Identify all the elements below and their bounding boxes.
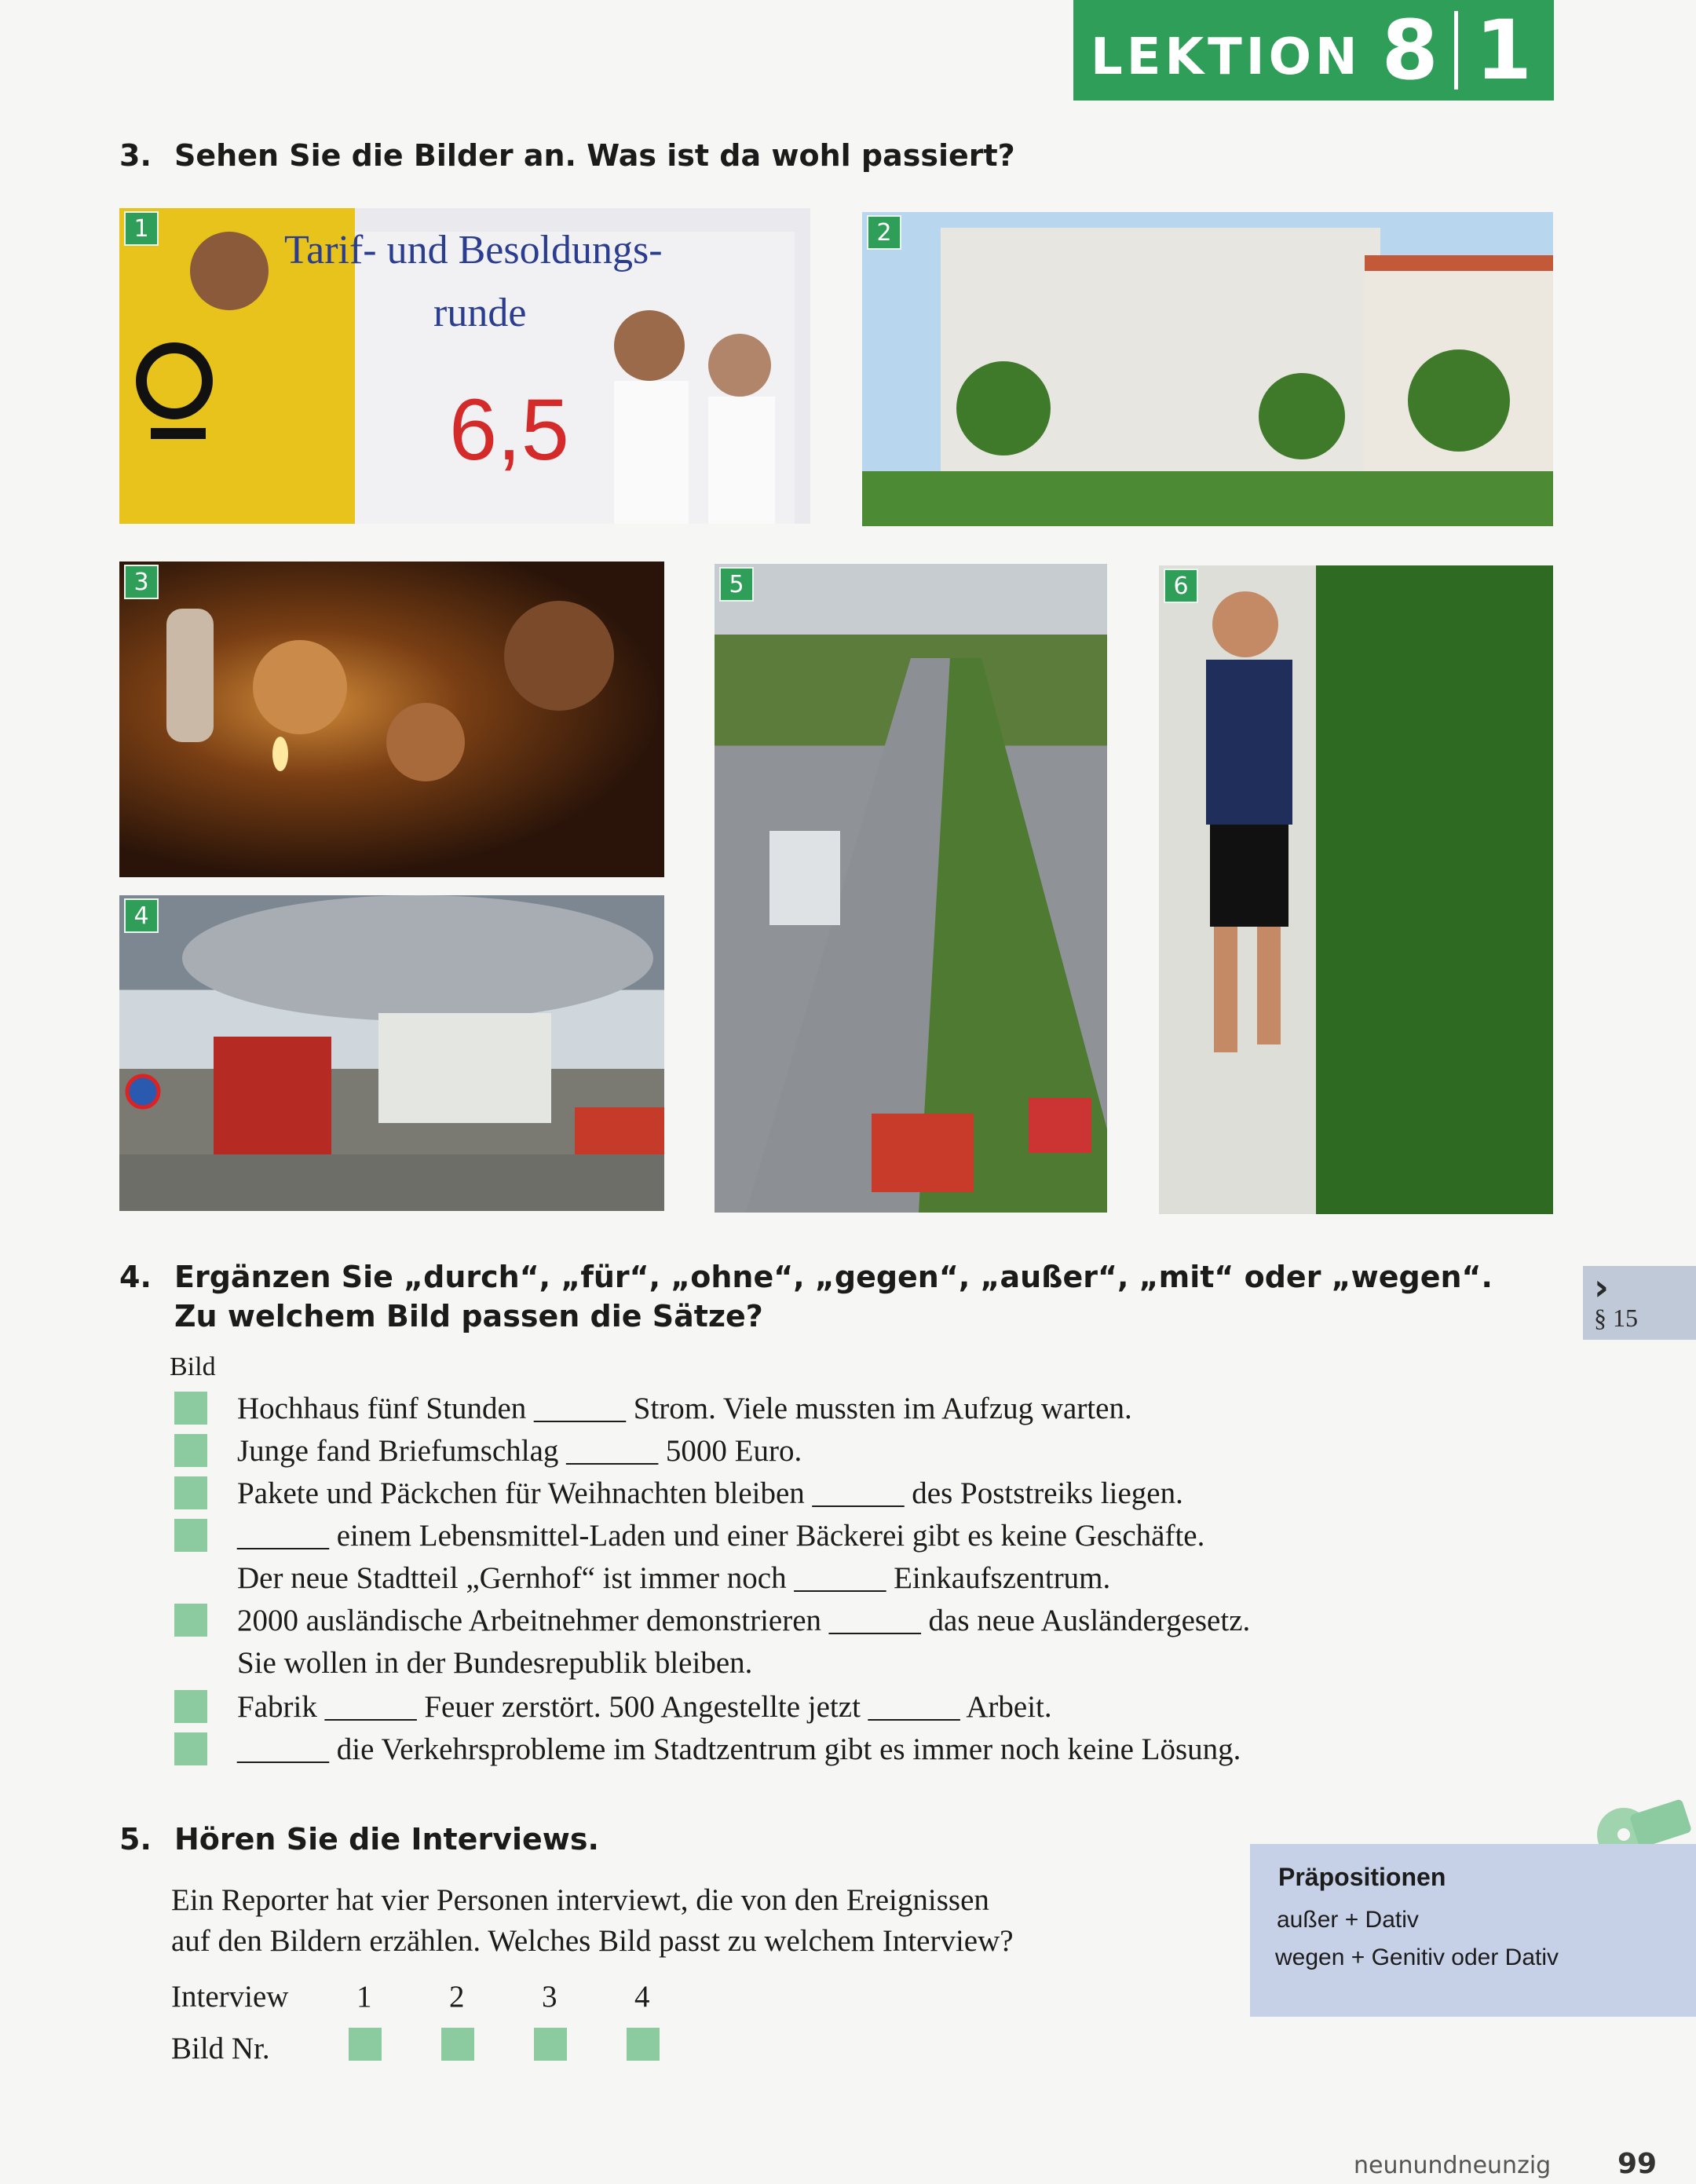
interview-number: 4	[634, 1980, 650, 2014]
exercise-3-heading	[119, 138, 1015, 173]
page-number: 99	[1617, 2148, 1658, 2180]
sentence-row	[174, 1688, 1052, 1725]
photo-2-tag: 2	[867, 215, 901, 250]
sentence-text: Pakete und Päckchen für Weihnachten bleiben ______ des Poststreiks liegen.	[237, 1476, 1183, 1510]
sentence-text: ______ die Verkehrsprobleme im Stadtzentrum gibt es immer noch keine Lösung.	[237, 1732, 1241, 1766]
photo-3-candle	[119, 562, 664, 877]
banner-text-2: runde	[433, 291, 527, 335]
exercise-5-number: 5.	[119, 1822, 152, 1857]
prepositions-line-2: wegen + Genitiv oder Dativ	[1275, 1944, 1559, 1970]
photo-6-illustration	[1159, 565, 1553, 1214]
sentence-row	[174, 1432, 802, 1469]
answer-box[interactable]	[174, 1732, 207, 1765]
photo-3-tag: 3	[124, 565, 159, 599]
photo-4-illustration	[119, 895, 664, 1211]
exercise-5-heading	[119, 1822, 599, 1857]
bild-column-label: Bild	[170, 1352, 216, 1381]
banner-text-1: Tarif- und Besoldungs-	[284, 228, 663, 273]
sentence-row	[174, 1390, 1132, 1426]
badge-divider	[1454, 11, 1458, 90]
bild-nr-box-3[interactable]	[534, 2028, 567, 2061]
exercise-3-number: 3.	[119, 138, 152, 173]
interview-label: Interview	[171, 1980, 289, 2014]
photo-5-traffic	[715, 564, 1107, 1213]
prepositions-line-1: außer + Dativ	[1277, 1907, 1419, 1933]
answer-box[interactable]	[174, 1690, 207, 1723]
exercise-3-instruction: Sehen Sie die Bilder an. Was ist da wohl passiert?	[174, 138, 1015, 173]
sentence-row	[174, 1475, 1183, 1511]
sentence-text: Hochhaus fünf Stunden ______ Strom. Viele mussten im Aufzug warten.	[237, 1391, 1132, 1425]
bild-nr-box-1[interactable]	[349, 2028, 382, 2061]
empty-box-slot	[174, 1646, 207, 1679]
exercise-4-instruction-2: Zu welchem Bild passen die Sätze?	[174, 1299, 763, 1333]
photo-5-tag: 5	[719, 567, 754, 602]
bild-nr-box-4[interactable]	[627, 2028, 660, 2061]
interview-number: 1	[356, 1980, 372, 2014]
photo-5-illustration	[715, 564, 1107, 1213]
sentence-row	[174, 1644, 752, 1681]
lektion-badge	[1073, 0, 1554, 101]
banner-text-3: 6,5	[449, 382, 569, 478]
photo-3-illustration	[119, 562, 664, 877]
exercise-4-instruction-1: Ergänzen Sie „durch“, „für“, „ohne“, „gegen“, „außer“, „mit“ oder „wegen“.	[174, 1260, 1493, 1294]
photo-1-illustration	[119, 208, 810, 524]
page-number-word: neunundneunzig	[1354, 2152, 1552, 2179]
interview-number: 3	[542, 1980, 557, 2014]
exercise-5-instruction: Hören Sie die Interviews.	[174, 1822, 599, 1857]
sentence-row	[174, 1602, 1250, 1638]
interview-number: 2	[449, 1980, 465, 2014]
answer-box[interactable]	[174, 1392, 207, 1425]
lektion-label: LEKTION	[1091, 28, 1362, 86]
photo-1-strike	[119, 208, 810, 524]
photo-1-tag: 1	[124, 211, 159, 246]
photo-4-fire	[119, 895, 664, 1211]
sentence-text: ______ einem Lebensmittel-Laden und einer Bäckerei gibt es keine Geschäfte.	[237, 1518, 1205, 1553]
prepositions-title: Präpositionen	[1278, 1863, 1446, 1891]
empty-box-slot	[174, 1561, 207, 1594]
sentence-text: Der neue Stadtteil „Gernhof“ ist immer noch ______ Einkaufszentrum.	[237, 1560, 1111, 1595]
answer-box[interactable]	[174, 1434, 207, 1467]
exercise-5-line-1: Ein Reporter hat vier Personen interviewt, die von den Ereignissen	[171, 1883, 989, 1917]
sentence-row	[174, 1731, 1241, 1767]
photo-2-buildings	[862, 212, 1553, 526]
sentence-row	[174, 1517, 1204, 1553]
lektion-number: 8	[1381, 2, 1438, 98]
photo-4-tag: 4	[124, 898, 159, 933]
sentence-row	[174, 1560, 1110, 1596]
sentence-text: 2000 ausländische Arbeitnehmer demonstrieren ______ das neue Ausländergesetz.	[237, 1603, 1251, 1637]
bild-nr-label: Bild Nr.	[171, 2032, 270, 2065]
grammar-reference[interactable]	[1583, 1266, 1696, 1340]
answer-box[interactable]	[174, 1519, 207, 1552]
photo-6-boy	[1159, 565, 1553, 1214]
photo-6-tag: 6	[1164, 569, 1198, 603]
sentence-text: Junge fand Briefumschlag ______ 5000 Euro.	[237, 1433, 802, 1468]
exercise-4-heading	[119, 1260, 1493, 1294]
sentence-text: Fabrik ______ Feuer zerstört. 500 Angestellte jetzt ______ Arbeit.	[237, 1689, 1052, 1724]
answer-box[interactable]	[174, 1476, 207, 1509]
exercise-4-number: 4.	[119, 1260, 152, 1294]
exercise-5-line-2: auf den Bildern erzählen. Welches Bild passt zu welchem Interview?	[171, 1924, 1014, 1958]
lesson-part: 1	[1475, 2, 1533, 98]
sentence-text: Sie wollen in der Bundesrepublik bleiben.	[237, 1645, 753, 1680]
answer-box[interactable]	[174, 1604, 207, 1637]
exercise-5-paragraph	[171, 1880, 1014, 1962]
prepositions-info-box	[1250, 1844, 1696, 2017]
section-ref: § 15	[1594, 1304, 1638, 1332]
bild-nr-box-2[interactable]	[441, 2028, 474, 2061]
chevron-right-icon: ›	[1594, 1266, 1609, 1308]
photo-2-illustration	[862, 212, 1553, 526]
